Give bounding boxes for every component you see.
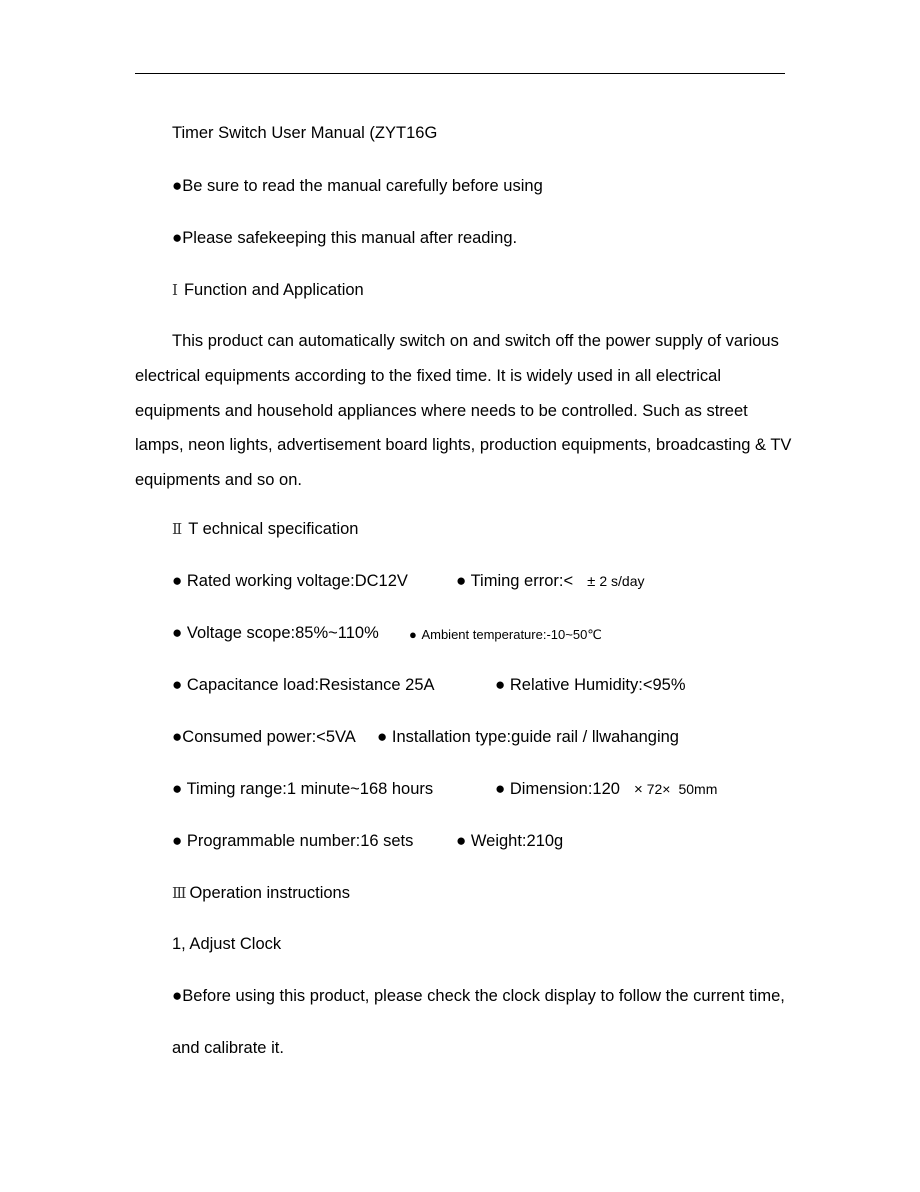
note-text: Before using this product, please check the clock display to follow the current time, — [182, 987, 785, 1005]
note-text: Please safekeeping this manual after reading. — [182, 229, 518, 247]
spec-text: Timing range:1 minute~168 hours — [186, 780, 434, 798]
bullet-icon: ● — [172, 675, 183, 694]
paragraph-line: electrical equipments according to the fixed time. It is widely used in all electrical — [135, 367, 722, 385]
spec-rated-voltage — [172, 571, 408, 591]
note-text: Be sure to read the manual carefully before using — [182, 177, 543, 195]
bullet-icon: ● — [495, 675, 506, 694]
note-check-clock-continued: and calibrate it. — [172, 1039, 284, 1057]
note-keep-manual — [172, 228, 517, 248]
spec-timing-range — [172, 779, 433, 799]
spec-weight — [456, 831, 563, 851]
bullet-icon: ● — [172, 623, 183, 642]
spec-installation — [377, 727, 679, 747]
spec-text: Programmable number:16 sets — [186, 832, 414, 850]
header-rule — [135, 73, 785, 74]
spec-capacitance-load — [172, 675, 435, 695]
bullet-icon: ● — [377, 727, 388, 746]
spec-consumed-power — [172, 727, 356, 747]
paragraph-line: equipments and household appliances where needs to be controlled. Such as street — [135, 402, 748, 420]
bullet-icon: ● — [172, 571, 183, 590]
section-heading-function — [172, 280, 364, 300]
bullet-icon: ● — [172, 831, 183, 850]
section-heading-text: Function and Application — [183, 281, 364, 299]
roman-numeral: Ⅲ — [172, 884, 187, 902]
section-heading-operation — [172, 883, 350, 903]
section-heading-technical — [172, 519, 359, 539]
paragraph-line: This product can automatically switch on and switch off the power supply of various — [172, 332, 779, 350]
spec-ambient-temperature — [409, 624, 602, 645]
spec-value: 50mm — [678, 781, 718, 797]
spec-value: 2 s/day — [599, 573, 645, 589]
paragraph-line: lamps, neon lights, advertisement board lights, production equipments, broadcasting & TV — [135, 436, 792, 454]
spec-text: Ambient temperature:-10~50℃ — [421, 627, 602, 642]
paragraph-line: equipments and so on. — [135, 471, 302, 489]
bullet-icon: ● — [172, 176, 183, 195]
document-title: Timer Switch User Manual (ZYT16G — [172, 124, 438, 142]
bullet-icon: ● — [409, 627, 417, 642]
spec-programmable — [172, 831, 413, 851]
times-symbol: × — [633, 781, 643, 798]
spec-text: Dimension:120 — [509, 780, 620, 798]
section-heading-text: Operation instructions — [189, 884, 350, 902]
spec-text: Weight:210g — [470, 832, 564, 850]
bullet-icon: ● — [456, 831, 467, 850]
spec-timing-error — [456, 571, 645, 592]
note-read-manual — [172, 176, 543, 196]
spec-text: Consumed power:<5VA — [182, 728, 356, 746]
bullet-icon: ● — [172, 986, 183, 1005]
bullet-icon: ● — [172, 228, 183, 247]
spec-dimension — [495, 779, 717, 800]
spec-text: Relative Humidity:<95% — [509, 676, 686, 694]
bullet-icon: ● — [456, 571, 467, 590]
spec-text: Installation type:guide rail / llwahanging — [391, 728, 679, 746]
spec-text: Timing error:< — [470, 572, 574, 590]
spec-humidity — [495, 675, 686, 695]
spec-text: Capacitance load:Resistance 25A — [186, 676, 435, 694]
spec-text: Voltage scope:85%~110% — [186, 624, 379, 642]
spec-voltage-scope — [172, 623, 379, 643]
section-heading-text: T echnical specification — [188, 520, 359, 538]
roman-numeral: Ⅱ — [172, 520, 183, 538]
bullet-icon: ● — [495, 779, 506, 798]
bullet-icon: ● — [172, 727, 183, 746]
spec-text: Rated working voltage:DC12V — [186, 572, 408, 590]
bullet-icon: ● — [172, 779, 183, 798]
spec-value: 72× — [646, 781, 671, 797]
subheading-adjust-clock: 1, Adjust Clock — [172, 935, 282, 953]
note-check-clock — [172, 986, 785, 1006]
plus-minus-symbol: ± — [587, 573, 596, 590]
roman-numeral: Ⅰ — [172, 281, 178, 299]
